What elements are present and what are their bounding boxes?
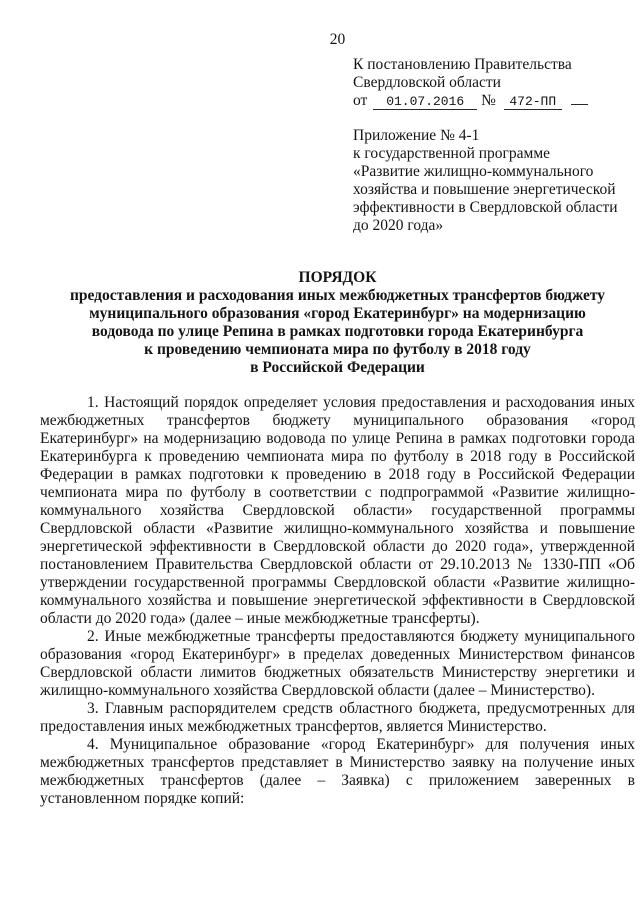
date-field: 01.07.2016	[373, 94, 477, 110]
document-title	[40, 269, 635, 377]
reference-block	[353, 56, 635, 110]
title-line: к проведению чемпионата мира по футболу в 2018 году	[144, 341, 531, 358]
annex-line: к государственной программе	[353, 145, 551, 162]
reference-date-number-line	[353, 92, 635, 110]
annex-line: эффективности в Свердловской области	[353, 199, 618, 216]
annex-line: «Развитие жилищно-коммунального	[353, 163, 594, 180]
title-line: в Российской Федерации	[250, 359, 425, 376]
document-body	[40, 394, 635, 808]
title-heading: ПОРЯДОК	[298, 269, 377, 286]
paragraph-4: 4. Муниципальное образование «город Екатеринбург» для получения иных межбюджетных трансфертов представляет в Министерство заявку на получение иных межбюджетных трансфертов (далее – Заявка) с приложением заверенных в установленном порядке копий:	[40, 736, 635, 807]
title-line: муниципального образования «город Екатеринбург» на модернизацию	[89, 305, 586, 322]
paragraph-2: 2. Иные межбюджетные трансферты предоставляются бюджету муниципального образования «город Екатеринбург» в пределах доведенных Министерством финансов Свердловской области лимитов бюджетных обязательств Министерству энергетики и жилищно-коммунального хозяйства Свердловской области (далее – Министерство).	[40, 628, 635, 699]
document-number-field: 472-ПП	[504, 94, 562, 110]
trailing-underline	[571, 104, 588, 105]
reference-line-2: Свердловской области	[353, 74, 501, 91]
annex-block	[353, 127, 635, 235]
title-line: водовода по улице Репина в рамках подготовки города Екатеринбурга	[91, 323, 584, 340]
title-line: предоставления и расходования иных межбюджетных трансфертов бюджету	[69, 287, 606, 304]
number-sign: №	[481, 92, 496, 109]
annex-line: Приложение № 4-1	[353, 127, 480, 144]
reference-line-1: К постановлению Правительства	[353, 56, 572, 73]
paragraph-1: 1. Настоящий порядок определяет условия предоставления и расходования иных межбюджетных трансфертов бюджету муниципального образования «город Екатеринбург» на модернизацию водовода по улице Репина в рамках подготовки города Екатеринбурга к проведению чемпионата мира по футболу в 2018 году в Российской Федерации в рамках подготовки к проведению в 2018 году в Российской Федерации чемпионата мира по футболу в соответствии с подпрограммой «Развитие жилищно-коммунального хозяйства Свердловской области» государственной программы Свердловской области «Развитие жилищно-коммунального хозяйства и повышение энергетической эффективности в Свердловской области до 2020 года», утвержденной постановлением Правительства Свердловской области от 29.10.2013 № 1330-ПП «Об утверждении государственной программы Свердловской области «Развитие жилищно-коммунального хозяйства и повышение энергетической эффективности в Свердловской области до 2020 года» (далее – иные межбюджетные трансферты).	[40, 394, 635, 627]
date-from-label: от	[353, 92, 368, 109]
annex-line: до 2020 года»	[353, 217, 444, 234]
paragraph-3: 3. Главным распорядителем средств областного бюджета, предусмотренных для предоставления иных межбюджетных трансфертов, является Министерство.	[40, 700, 635, 735]
annex-line: хозяйства и повышение энергетической	[353, 181, 616, 198]
page-number: 20	[329, 31, 346, 48]
